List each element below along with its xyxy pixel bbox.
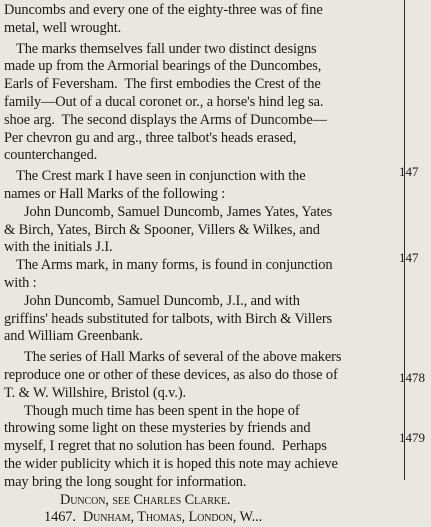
paragraph-crest-makers bbox=[4, 204, 402, 257]
text-line: Per chevron gu and arg., three talbot's heads erased, bbox=[4, 129, 297, 146]
text-line: Earls of Feversham. The first embodies the Crest of the bbox=[4, 76, 321, 93]
paragraph-crest-mark bbox=[4, 168, 402, 204]
text-line: family—Out of a ducal coronet or., a horse's hind leg sa. bbox=[4, 93, 324, 110]
text-line: The Arms mark, in many forms, is found in conjunction bbox=[16, 257, 333, 274]
text-line: John Duncomb, Samuel Duncomb, J.I., and with bbox=[24, 292, 300, 309]
paragraph-marks-designs bbox=[4, 41, 402, 166]
text-line: Duncombs and every one of the eighty-three was of fine bbox=[4, 2, 323, 18]
text-line: throwing some light on these mysteries by friends and bbox=[4, 420, 311, 437]
text-line: griffins' heads substituted for talbots, with Birch & Villers bbox=[4, 310, 333, 327]
text-line: Though much time has been spent in the hope of bbox=[24, 402, 300, 419]
entry-1467-dunham: 1467. Dunham, Thomas, London, W... bbox=[44, 509, 263, 526]
margin-entry-number: 1478 bbox=[399, 370, 425, 385]
text-line: The series of Hall Marks of several of the above makers bbox=[24, 349, 342, 366]
text-line: John Duncomb, Samuel Duncomb, James Yates, Yates bbox=[24, 203, 333, 220]
text-line: names or Hall Marks of the following : bbox=[4, 185, 226, 202]
text-line: metal, well wrought. bbox=[4, 19, 122, 36]
paragraph-arms-mark bbox=[4, 257, 402, 293]
paragraph-hall-marks bbox=[4, 349, 402, 402]
text-line: T. & W. Willshire, Bristol (q.v.). bbox=[4, 384, 187, 401]
column-divider bbox=[404, 0, 405, 480]
margin-entry-number: 147 bbox=[399, 250, 419, 265]
margin-entry-number: 1479 bbox=[399, 430, 425, 445]
text-line: & Birch, Yates, Birch & Spooner, Villers & Wilkes, and bbox=[4, 221, 320, 238]
margin-entry-number: 147 bbox=[399, 164, 419, 179]
paragraph-conclusion bbox=[4, 403, 402, 492]
paragraph-intro bbox=[4, 2, 402, 38]
text-line: with the initials J.I. bbox=[4, 239, 113, 256]
text-line: the wider publicity which it is hoped this note may achieve bbox=[4, 455, 338, 472]
main-text-column bbox=[4, 2, 402, 527]
entry-duncon: Duncon, see Charles Clarke. bbox=[60, 491, 231, 508]
paragraph-arms-makers bbox=[4, 293, 402, 346]
text-line: The Crest mark I have seen in conjunction with the bbox=[16, 168, 306, 185]
text-line: reproduce one or other of these devices, as also do those of bbox=[4, 366, 338, 383]
text-line: and William Greenbank. bbox=[4, 328, 143, 345]
text-line: The marks themselves fall under two distinct designs bbox=[16, 40, 317, 57]
text-line: made up from the Armorial bearings of the Duncombes, bbox=[4, 58, 322, 75]
text-line: with : bbox=[4, 274, 37, 291]
text-line: shoe arg. The second displays the Arms of Duncombe— bbox=[4, 111, 327, 128]
text-line: may bring the long sought for information. bbox=[4, 473, 247, 490]
text-line: myself, I regret that no solution has been found. Perhaps bbox=[4, 438, 327, 455]
text-line: counterchanged. bbox=[4, 147, 98, 164]
